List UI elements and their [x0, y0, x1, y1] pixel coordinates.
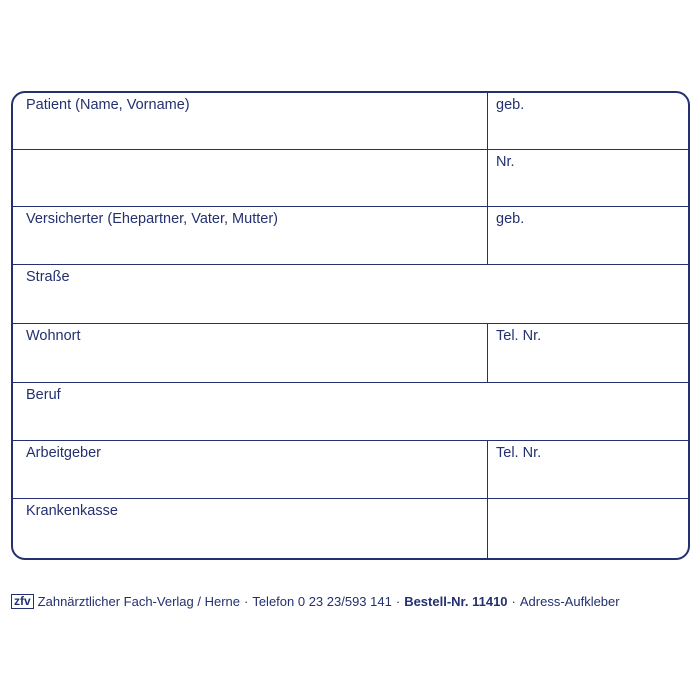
occupation-label: Beruf — [26, 387, 61, 403]
publisher-footer — [11, 592, 691, 610]
address-label-form — [11, 91, 690, 560]
street-label: Straße — [26, 269, 70, 285]
insured-person-label: Versicherter (Ehepartner, Vater, Mutter) — [26, 211, 278, 227]
insured-birthdate-field[interactable] — [487, 207, 688, 264]
footer-separator: · — [243, 593, 249, 609]
residence-phone-label: Tel. Nr. — [496, 328, 542, 344]
occupation-field[interactable] — [13, 383, 688, 440]
patient-birthdate-label: geb. — [496, 97, 525, 113]
form-row-insured — [13, 207, 688, 265]
form-row-number — [13, 150, 688, 207]
employer-phone-field[interactable] — [487, 441, 688, 498]
residence-phone-field[interactable] — [487, 324, 688, 382]
insured-birthdate-label: geb. — [496, 211, 525, 227]
street-field[interactable] — [13, 265, 688, 323]
publisher-phone: Telefon 0 23 23/593 141 — [252, 593, 392, 609]
form-row-patient — [13, 93, 688, 150]
employer-label: Arbeitgeber — [26, 445, 101, 461]
product-name: Adress-Aufkleber — [519, 593, 620, 609]
patient-number-field[interactable] — [487, 150, 688, 206]
zfv-logo: zfv — [11, 594, 34, 609]
residence-label: Wohnort — [26, 328, 81, 344]
form-row-employer — [13, 441, 688, 499]
health-insurance-extra-field[interactable] — [487, 499, 688, 560]
form-row-occupation — [13, 383, 688, 441]
footer-separator: · — [511, 593, 516, 609]
form-row-insurance — [13, 499, 688, 560]
health-insurance-label: Krankenkasse — [26, 503, 118, 519]
patient-birthdate-field[interactable] — [487, 93, 688, 149]
employer-phone-label: Tel. Nr. — [496, 445, 542, 461]
order-number: Bestell-Nr. 11410 — [404, 593, 508, 609]
form-row-street — [13, 265, 688, 324]
footer-separator: · — [395, 593, 401, 609]
form-row-residence — [13, 324, 688, 383]
patient-number-label: Nr. — [496, 154, 515, 170]
patient-name-label: Patient (Name, Vorname) — [26, 97, 190, 113]
publisher-name: Zahnärztlicher Fach-Verlag / Herne — [37, 593, 240, 609]
